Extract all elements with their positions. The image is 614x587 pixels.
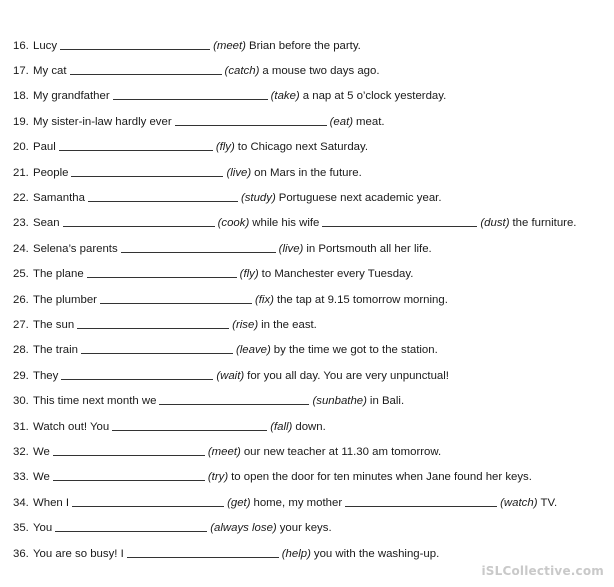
sentence-text: Paul <box>33 141 56 154</box>
exercise-item <box>13 465 579 490</box>
sentence-text: Selena’s parents <box>33 242 118 255</box>
exercise-number: 34. <box>13 496 29 509</box>
answer-blank[interactable] <box>77 317 229 329</box>
sentence-text: The plumber <box>33 293 97 306</box>
sentence-text: to Chicago next Saturday. <box>237 141 369 154</box>
sentence-text: Samantha <box>33 192 85 205</box>
sentence-text: you with the washing-up. <box>313 547 440 560</box>
verb-hint: (meet) <box>213 39 246 52</box>
sentence-text: TV. <box>540 496 558 509</box>
verb-hint: (help) <box>281 547 311 560</box>
verb-hint: (fall) <box>270 420 293 433</box>
sentence-text: This time next month we <box>33 395 157 408</box>
verb-hint: (dust) <box>480 217 510 230</box>
verb-hint: (live) <box>226 166 252 179</box>
exercise-item <box>13 287 579 312</box>
exercise-number: 29. <box>13 369 29 382</box>
exercise-item <box>13 109 579 134</box>
exercise-number: 27. <box>13 318 29 331</box>
answer-blank[interactable] <box>53 444 205 456</box>
exercise-number: 31. <box>13 420 29 433</box>
sentence-text: in Bali. <box>369 395 405 408</box>
exercise-item <box>13 33 579 58</box>
sentence-text: You are so busy! I <box>33 547 124 560</box>
sentence-text: meat. <box>356 115 385 128</box>
sentence-text: while his wife <box>252 217 320 230</box>
answer-blank[interactable] <box>63 215 215 227</box>
exercise-number: 36. <box>13 547 29 560</box>
sentence-text: on Mars in the future. <box>254 166 362 179</box>
verb-hint: (eat) <box>329 115 354 128</box>
exercise-number: 33. <box>13 471 29 484</box>
exercise-number: 23. <box>13 217 29 230</box>
answer-blank[interactable] <box>113 88 268 100</box>
verb-hint: (fix) <box>254 293 274 306</box>
answer-blank[interactable] <box>127 546 279 558</box>
verb-hint: (always lose) <box>210 522 277 535</box>
sentence-text: People <box>33 166 69 179</box>
exercise-number: 16. <box>13 39 29 52</box>
sentence-text: We <box>33 471 50 484</box>
exercise-number: 18. <box>13 90 29 103</box>
exercise-number: 21. <box>13 166 29 179</box>
verb-hint: (fly) <box>215 141 235 154</box>
sentence-text: Sean <box>33 217 60 230</box>
exercise-item <box>13 338 579 363</box>
sentence-text: When I <box>33 496 70 509</box>
sentence-text: The train <box>33 344 78 357</box>
sentence-text: in the east. <box>261 318 317 331</box>
verb-hint: (rise) <box>232 318 259 331</box>
sentence-text: by the time we got to the station. <box>273 344 438 357</box>
sentence-text: the tap at 9.15 tomorrow morning. <box>276 293 448 306</box>
sentence-text: in Portsmouth all her life. <box>306 242 432 255</box>
answer-blank[interactable] <box>71 165 223 177</box>
sentence-text: for you all day. You are very unpunctual! <box>247 369 449 382</box>
sentence-text: My grandfather <box>33 90 110 103</box>
exercise-number: 25. <box>13 268 29 281</box>
sentence-text: down. <box>295 420 326 433</box>
verb-hint: (watch) <box>500 496 538 509</box>
sentence-text: our new teacher at 11.30 am tomorrow. <box>243 445 442 458</box>
exercise-item <box>13 135 579 160</box>
sentence-text: We <box>33 445 50 458</box>
sentence-text: You <box>33 522 53 535</box>
verb-hint: (catch) <box>224 65 260 78</box>
sentence-text: home, my mother <box>253 496 343 509</box>
verb-hint: (leave) <box>235 344 271 357</box>
answer-blank[interactable] <box>61 368 213 380</box>
sentence-text: The sun <box>33 318 75 331</box>
answer-blank[interactable] <box>81 342 233 354</box>
exercise-number: 19. <box>13 115 29 128</box>
exercise-list <box>13 33 579 566</box>
exercise-number: 22. <box>13 192 29 205</box>
exercise-item <box>13 236 579 261</box>
answer-blank[interactable] <box>112 419 267 431</box>
verb-hint: (sunbathe) <box>312 395 367 408</box>
verb-hint: (try) <box>207 471 229 484</box>
answer-blank[interactable] <box>322 215 477 227</box>
exercise-item <box>13 312 579 337</box>
exercise-number: 17. <box>13 65 29 78</box>
answer-blank[interactable] <box>55 520 207 532</box>
exercise-number: 26. <box>13 293 29 306</box>
sentence-text: The plane <box>33 268 84 281</box>
sentence-text: Lucy <box>33 39 58 52</box>
answer-blank[interactable] <box>87 266 237 278</box>
verb-hint: (meet) <box>207 445 241 458</box>
verb-hint: (live) <box>278 242 304 255</box>
answer-blank[interactable] <box>175 114 327 126</box>
answer-blank[interactable] <box>159 393 309 405</box>
sentence-text: Brian before the party. <box>248 39 361 52</box>
answer-blank[interactable] <box>60 38 210 50</box>
answer-blank[interactable] <box>121 241 276 253</box>
answer-blank[interactable] <box>59 139 213 151</box>
sentence-text: Watch out! You <box>33 420 110 433</box>
sentence-text: My cat <box>33 65 67 78</box>
exercise-number: 28. <box>13 344 29 357</box>
sentence-text: They <box>33 369 59 382</box>
exercise-number: 20. <box>13 141 29 154</box>
exercise-item <box>13 439 579 464</box>
verb-hint: (study) <box>240 192 276 205</box>
verb-hint: (wait) <box>216 369 245 382</box>
sentence-text: to open the door for ten minutes when Jane found her keys. <box>231 471 532 484</box>
sentence-text: My sister-in-law hardly ever <box>33 115 172 128</box>
exercise-item <box>13 262 579 287</box>
exercise-item <box>13 363 579 388</box>
sentence-text: your keys. <box>279 522 332 535</box>
sentence-text: the furniture. <box>512 217 577 230</box>
verb-hint: (get) <box>227 496 251 509</box>
exercise-item <box>13 515 579 540</box>
sentence-text: a nap at 5 o’clock yesterday. <box>302 90 447 103</box>
answer-blank[interactable] <box>345 495 497 507</box>
exercise-item <box>13 58 579 83</box>
answer-blank[interactable] <box>88 190 238 202</box>
exercise-item <box>13 490 579 515</box>
exercise-number: 35. <box>13 522 29 535</box>
answer-blank[interactable] <box>100 292 252 304</box>
answer-blank[interactable] <box>70 63 222 75</box>
sentence-text: to Manchester every Tuesday. <box>261 268 414 281</box>
sentence-text: a mouse two days ago. <box>262 65 380 78</box>
exercise-item <box>13 211 579 236</box>
answer-blank[interactable] <box>53 469 205 481</box>
exercise-item <box>13 414 579 439</box>
exercise-number: 32. <box>13 445 29 458</box>
sentence-text: Portuguese next academic year. <box>278 192 442 205</box>
exercise-item <box>13 160 579 185</box>
exercise-item <box>13 388 579 413</box>
verb-hint: (fly) <box>239 268 259 281</box>
exercise-number: 24. <box>13 242 29 255</box>
exercise-number: 30. <box>13 395 29 408</box>
verb-hint: (cook) <box>217 217 250 230</box>
exercise-item <box>13 84 579 109</box>
answer-blank[interactable] <box>72 495 224 507</box>
exercise-item <box>13 541 579 566</box>
verb-hint: (take) <box>270 90 300 103</box>
exercise-item <box>13 185 579 210</box>
watermark-logo: iSLCollective.com <box>481 564 604 578</box>
